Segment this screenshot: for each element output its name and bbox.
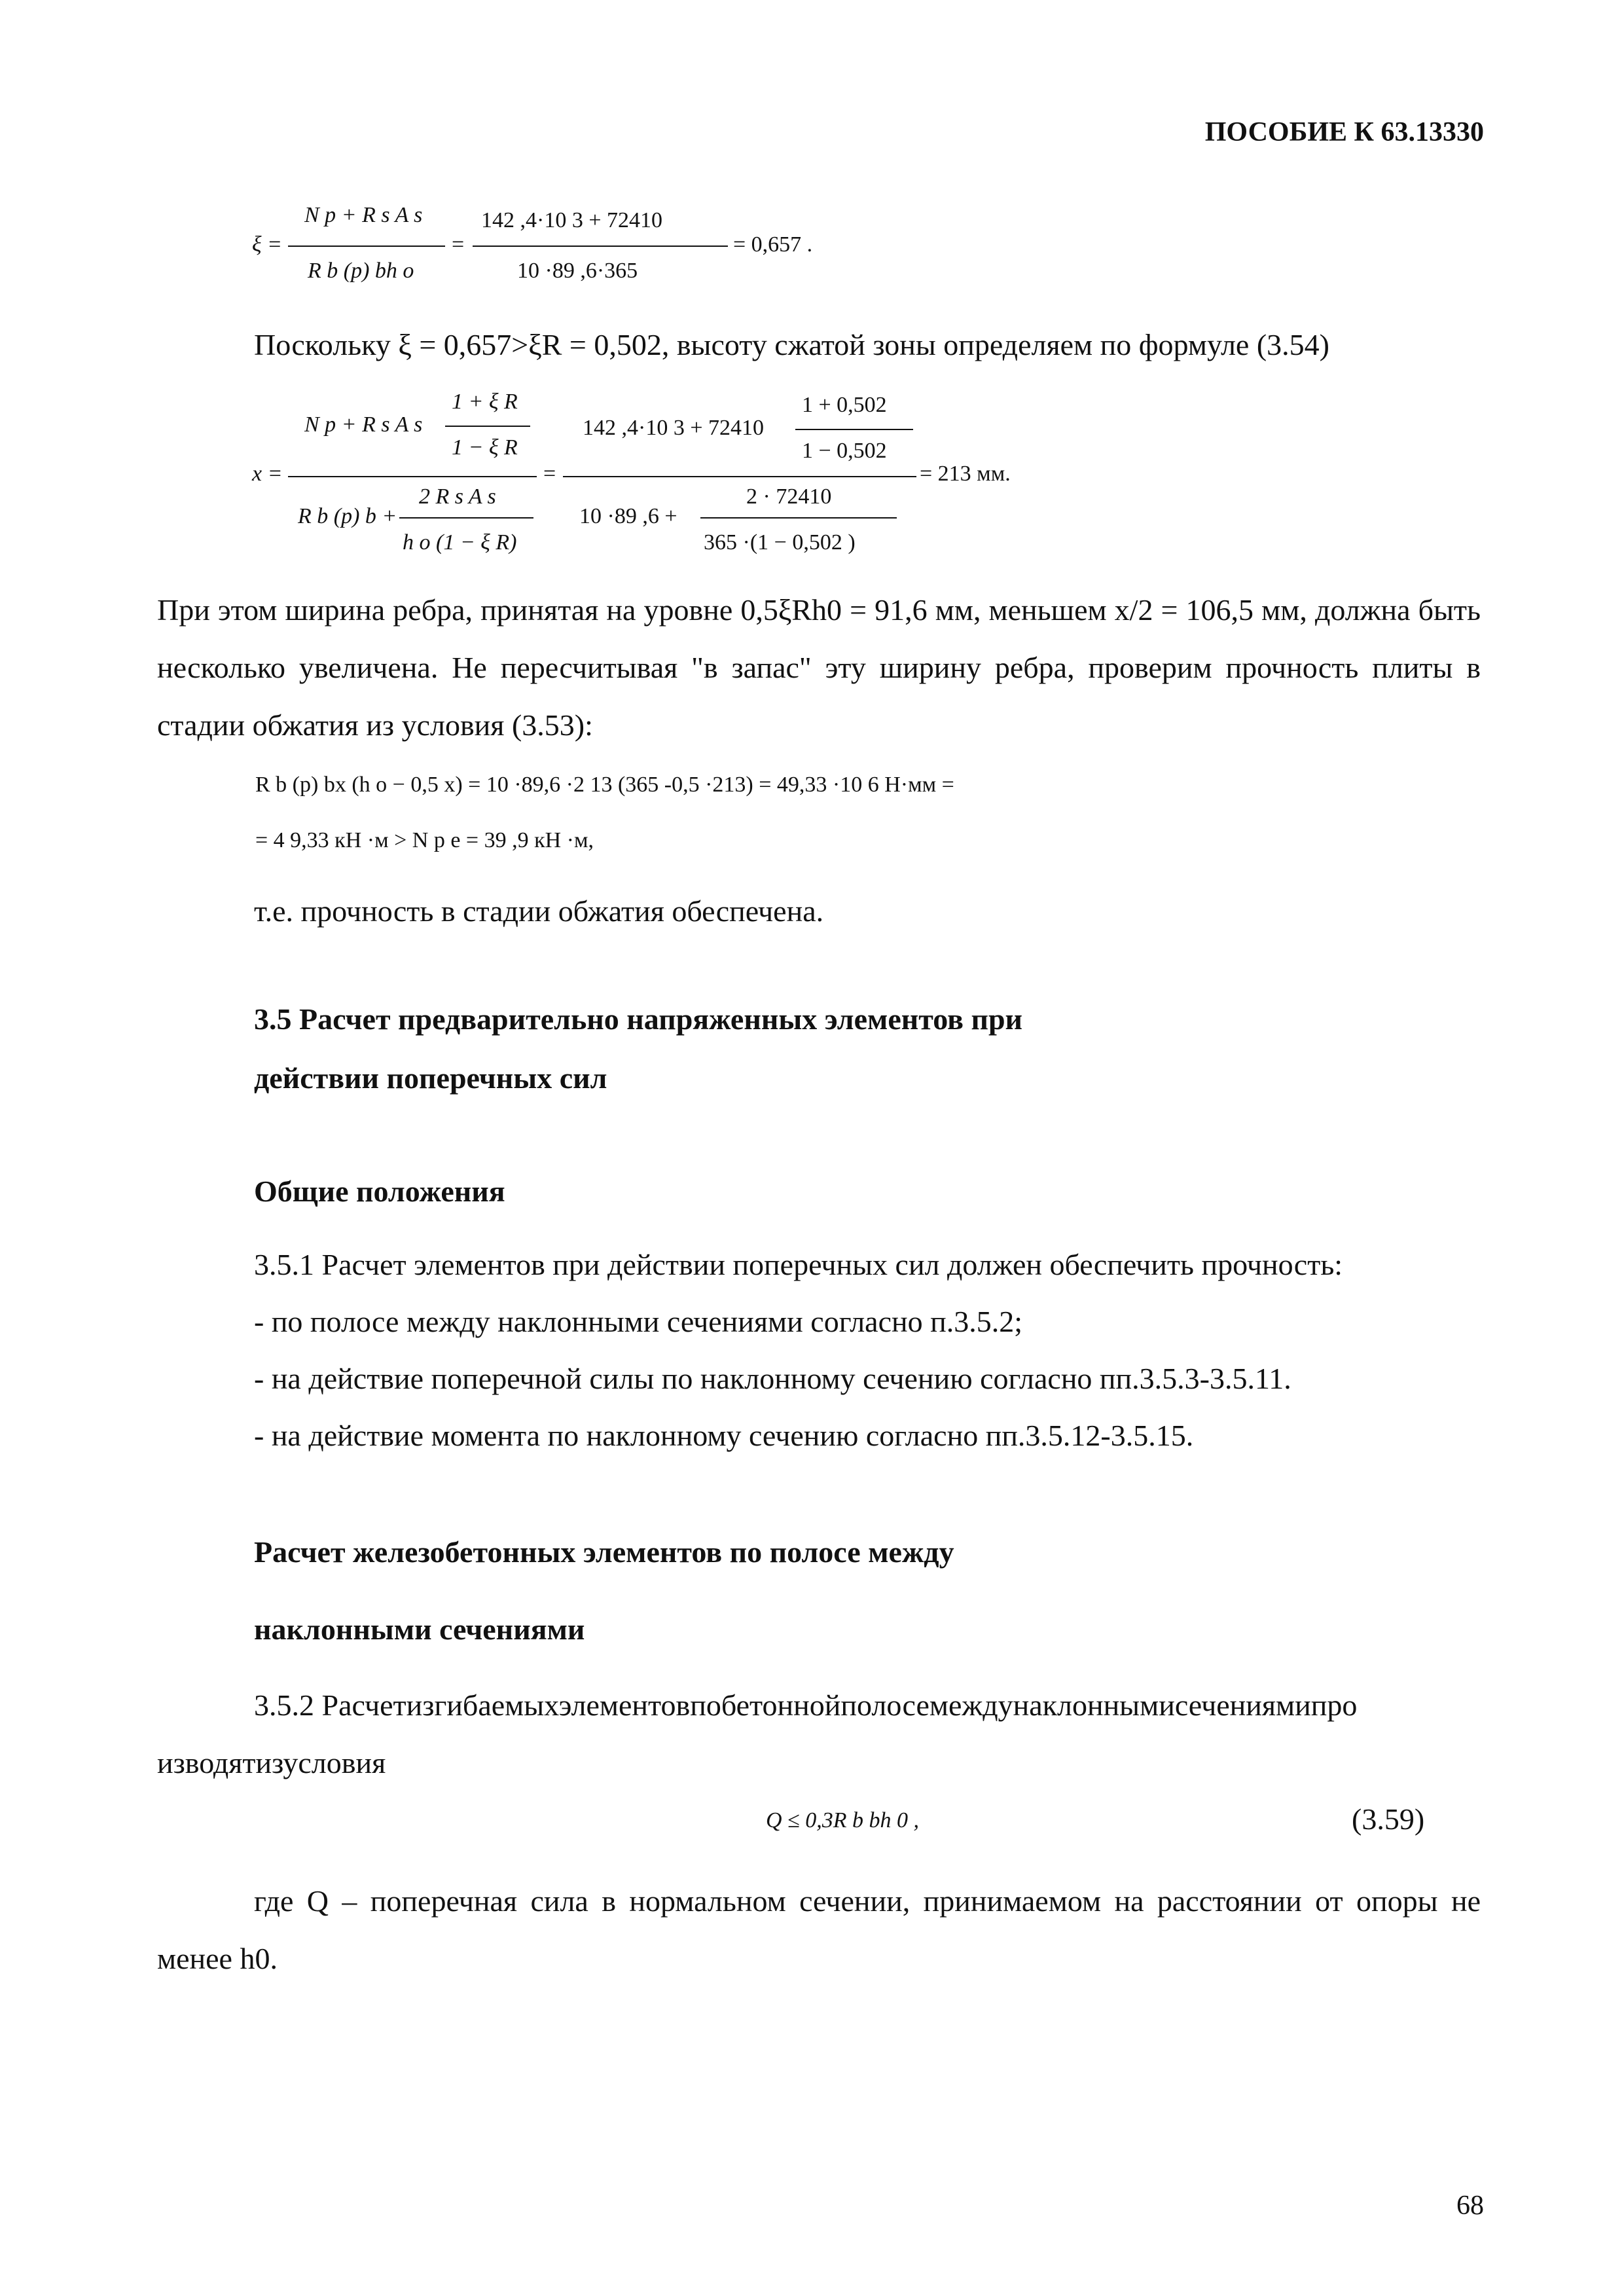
formula-x-den-small-num: 2 R s A s: [419, 484, 496, 509]
formula-x-val-num: 142 ,4·10 3 + 72410: [583, 416, 764, 440]
formula-xi-eq: =: [452, 232, 465, 257]
formula-xi-bar2: [473, 246, 728, 247]
formula-x-val-frac-bar: [795, 429, 913, 430]
formula-x-bar1: [288, 476, 537, 477]
page-number: 68: [1456, 2191, 1484, 2221]
formula-xi-num-val: 142 ,4·10 3 + 72410: [481, 208, 662, 232]
formula-x-val-den-frac-den: 365 ·(1 − 0,502 ): [704, 530, 856, 555]
formula-x-small-num: 1 + ξ R: [452, 390, 518, 414]
formula-xi-den-sym: R b (p) bh o: [308, 259, 414, 283]
formula-xi-den-val: 10 ·89 ,6·365: [517, 259, 638, 283]
para-ensured: т.е. прочность в стадии обжатия обеспечена.: [254, 894, 824, 928]
para-since: Поскольку ξ = 0,657>ξR = 0,502, высоту сжатой зоны определяем по формуле (3.54): [254, 328, 1329, 361]
item-351: 3.5.1 Расчет элементов при действии поперечных сил должен обеспечить прочность:: [254, 1248, 1343, 1281]
formula-x-val-den: 10 ·89 ,6 +: [579, 504, 677, 528]
formula-x-eq: =: [543, 462, 556, 486]
section-heading-line1: 3.5 Расчет предварительно напряженных элементов при: [254, 1002, 1023, 1036]
formula-xi-bar1: [288, 246, 445, 247]
heading-general: Общие положения: [254, 1175, 505, 1208]
bullet-3: - на действие момента по наклонному сечению согласно пп.3.5.12-3.5.15.: [254, 1419, 1194, 1452]
formula-x-den-sym: R b (p) b +: [298, 504, 397, 528]
formula-x-val-frac-num: 1 + 0,502: [802, 393, 887, 417]
formula-xi-num-sym: N p + R s A s: [304, 203, 423, 227]
formula-359-expr: Q ≤ 0,3R b bh 0 ,: [766, 1808, 919, 1832]
formula-x-val-den-frac-num: 2 · 72410: [746, 484, 832, 509]
formula-x-den-small-den: h o (1 − ξ R): [403, 530, 517, 555]
formula-x-lhs: x =: [252, 462, 283, 486]
section-heading-line2: действии поперечных сил: [254, 1061, 607, 1095]
running-header: ПОСОБИЕ К 63.13330: [1204, 117, 1484, 147]
formula-check-line1: R b (p) bx (h o − 0,5 x) = 10 ·89,6 ·2 13 (365 -0,5 ·213) = 49,33 ·10 6 Н·мм =: [255, 773, 954, 797]
bullet-2: - на действие поперечной силы по наклонному сечению согласно пп.3.5.3-3.5.11.: [254, 1362, 1291, 1395]
formula-359-number: (3.59): [1352, 1802, 1425, 1836]
formula-xi-result: = 0,657 .: [733, 232, 813, 257]
heading-strip-line1: Расчет железобетонных элементов по полосе между: [254, 1535, 954, 1569]
formula-x-small-bar: [445, 426, 530, 427]
formula-x-val-frac-den: 1 − 0,502: [802, 439, 887, 463]
formula-x-den-small-bar: [399, 517, 533, 519]
item-352-line1: 3.5.2 Расчетизгибаемыхэлементовпобетоннойполосемеждунаклоннымисечениямипро: [254, 1688, 1358, 1722]
formula-x-result: = 213 мм.: [920, 462, 1011, 486]
heading-strip-line2: наклонными сечениями: [254, 1613, 585, 1646]
para-where: где Q – поперечная сила в нормальном сечении, принимаемом на расстоянии от опоры не менее h0.: [157, 1884, 1481, 1975]
formula-xi-lhs: ξ =: [252, 232, 283, 257]
formula-x-bar2: [563, 476, 916, 477]
bullet-1: - по полосе между наклонными сечениями согласно п.3.5.2;: [254, 1305, 1023, 1338]
para-rib: При этом ширина ребра, принятая на уровне 0,5ξRh0 = 91,6 мм, меньшем x/2 = 106,5 мм, должна быть несколько увеличена. Не пересчитывая "в запас" эту ширину ребра, проверим прочность плиты в стадии обжатия из условия (3.53):: [157, 593, 1481, 742]
formula-x-val-den-frac-bar: [700, 517, 897, 519]
formula-x-num-sym: N p + R s A s: [304, 412, 423, 437]
formula-x-small-den: 1 − ξ R: [452, 435, 518, 460]
formula-check-line2: = 4 9,33 кН ·м > N p e = 39 ,9 кН ·м,: [255, 828, 594, 852]
item-352-line2: изводятизусловия: [157, 1746, 386, 1779]
